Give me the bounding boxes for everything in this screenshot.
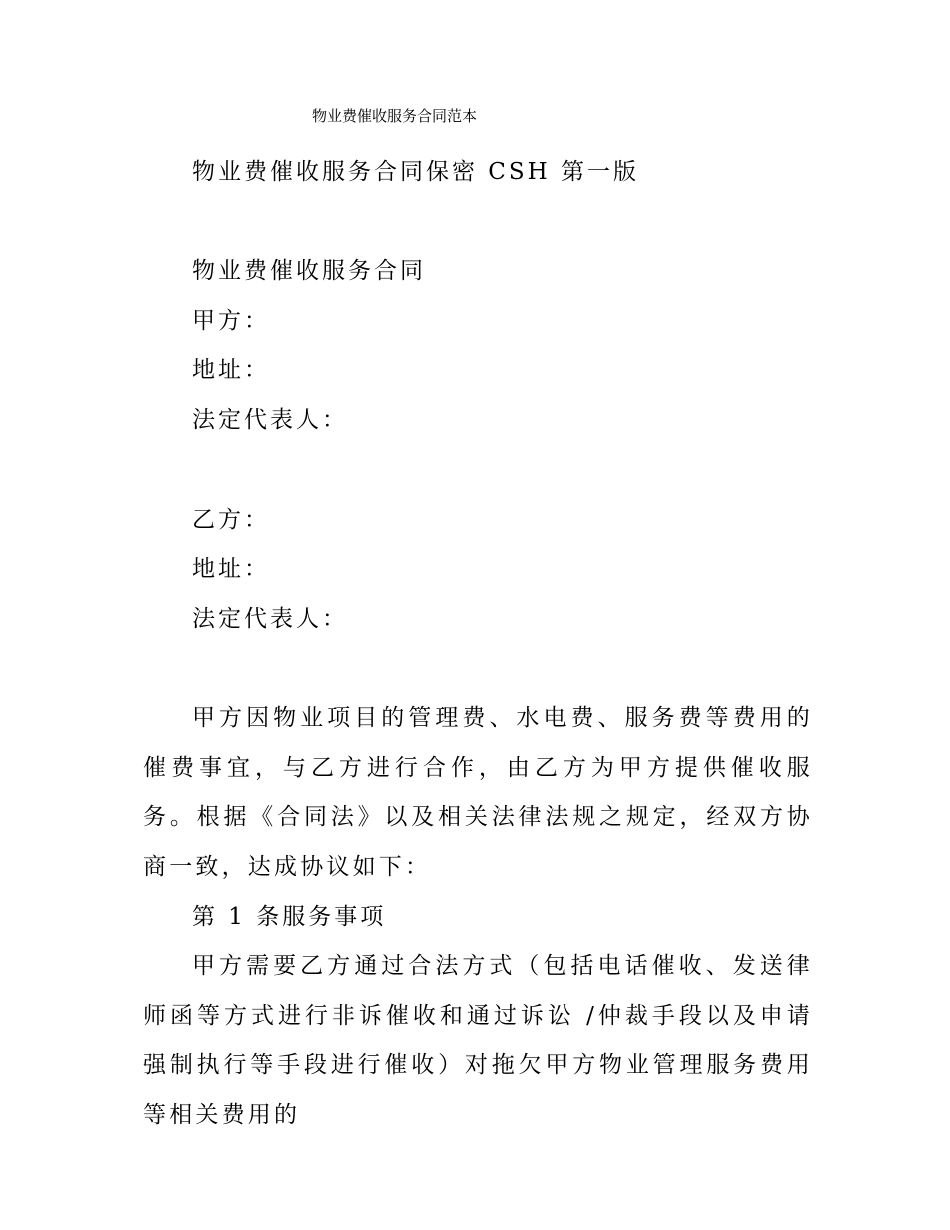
- contract-title: 物业费催收服务合同: [192, 258, 426, 284]
- article-1-title: 第 1 条服务事项: [192, 904, 387, 930]
- document-subtitle: 物业费催收服务合同保密 CSH 第一版: [192, 159, 640, 185]
- party-a-representative: 法定代表人：: [192, 407, 348, 433]
- party-a-address: 地址：: [192, 357, 270, 383]
- article-1-body: 甲方需要乙方通过合法方式（包括电话催收、发送律师函等方式进行非诉催收和通过诉讼 /仲裁手段以及申请强制执行等手段进行催收）对拖欠甲方物业管理服务费用等相关费用的: [143, 953, 813, 1128]
- page-header: 物业费催收服务合同范本: [312, 107, 478, 125]
- party-b-address: 地址：: [192, 556, 270, 582]
- intro-paragraph: 甲方因物业项目的管理费、水电费、服务费等费用的催费事宜，与乙方进行合作，由乙方为甲方提供催收服务。根据《合同法》以及相关法律法规之规定，经双方协商一致，达成协议如下：: [143, 705, 813, 880]
- party-b-representative: 法定代表人：: [192, 606, 348, 632]
- party-a-label: 甲方：: [192, 308, 270, 334]
- party-b-label: 乙方：: [192, 507, 270, 533]
